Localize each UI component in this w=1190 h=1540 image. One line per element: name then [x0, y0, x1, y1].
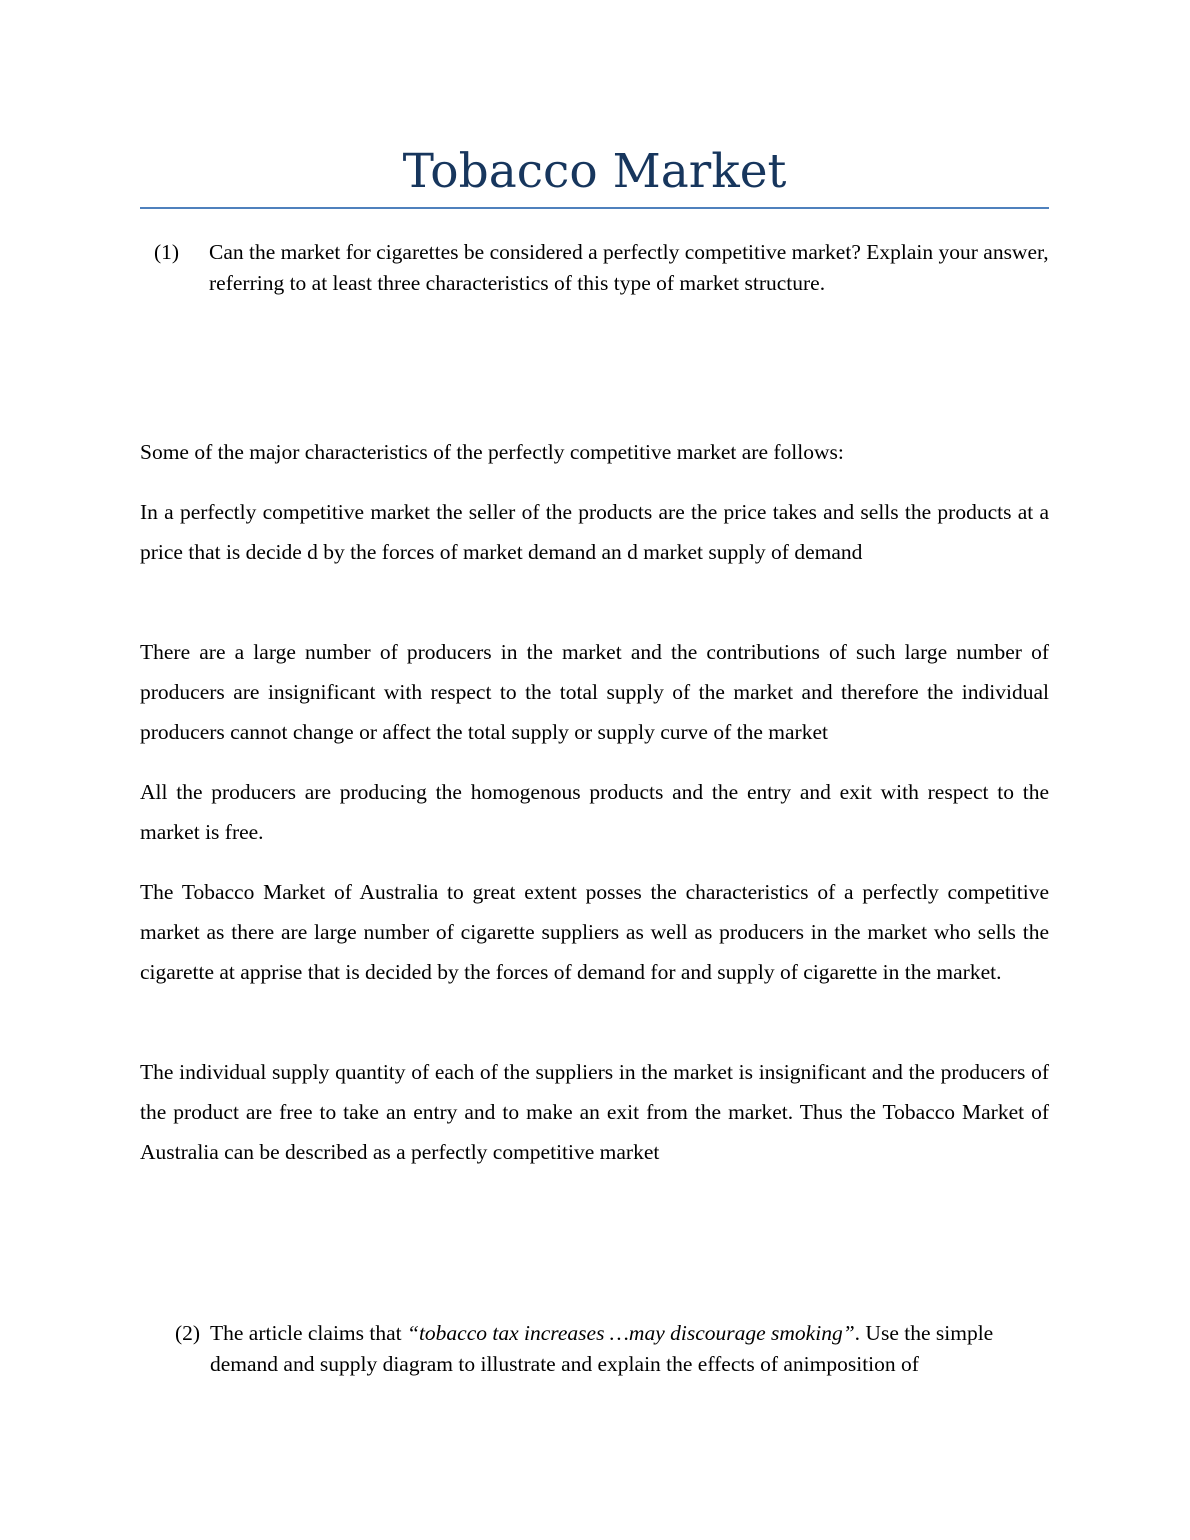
paragraph-conclusion: The individual supply quantity of each of the suppliers in the market is insignificant and the producers of the product are free to take an entry and to make an exit from the market. Thus the Tobacco Market of Australia can be described as a perfectly competitive market — [140, 1060, 1049, 1164]
document-title: Tobacco Market — [402, 144, 787, 199]
paragraph-price-taker: In a perfectly competitive market the seller of the products are the price takes and sells the products at a price that is decide d by the forces of market demand an d market supply of demand — [140, 500, 1049, 564]
paragraph-many-producers: There are a large number of producers in the market and the contributions of such large number of producers are insignificant with respect to the total supply of the market and therefore the individual producers cannot change or affect the total supply or supply curve of the market — [140, 640, 1049, 744]
question-2-number: (2) — [175, 1321, 201, 1345]
paragraph-australia-market: The Tobacco Market of Australia to great extent posses the characteristics of a perfectly competitive market as there are large number of cigarette suppliers as well as producers in the market who sells the cigarette at apprise that is decided by the forces of demand for and supply of cigarette in the market. — [140, 880, 1049, 984]
paragraph-intro: Some of the major characteristics of the perfectly competitive market are follows: — [140, 440, 844, 464]
question-2-text-after: . Use the simple demand and supply diagram to illustrate and explain the effects of animposition of — [210, 1321, 994, 1376]
question-1-number: (1) — [154, 240, 180, 264]
question-1-text: Can the market for cigarettes be considered a perfectly competitive market? Explain your answer, referring to at least three characteristics of this type of market structure. — [209, 240, 1049, 295]
question-2-quote: “tobacco tax increases …may discourage smoking” — [407, 1321, 855, 1345]
question-2-text-before: The article claims that — [210, 1321, 407, 1345]
question-2-text — [210, 1318, 1049, 1380]
title-underline — [140, 207, 1049, 209]
paragraph-homogenous-products: All the producers are producing the homogenous products and the entry and exit with respect to the market is free. — [140, 780, 1049, 844]
